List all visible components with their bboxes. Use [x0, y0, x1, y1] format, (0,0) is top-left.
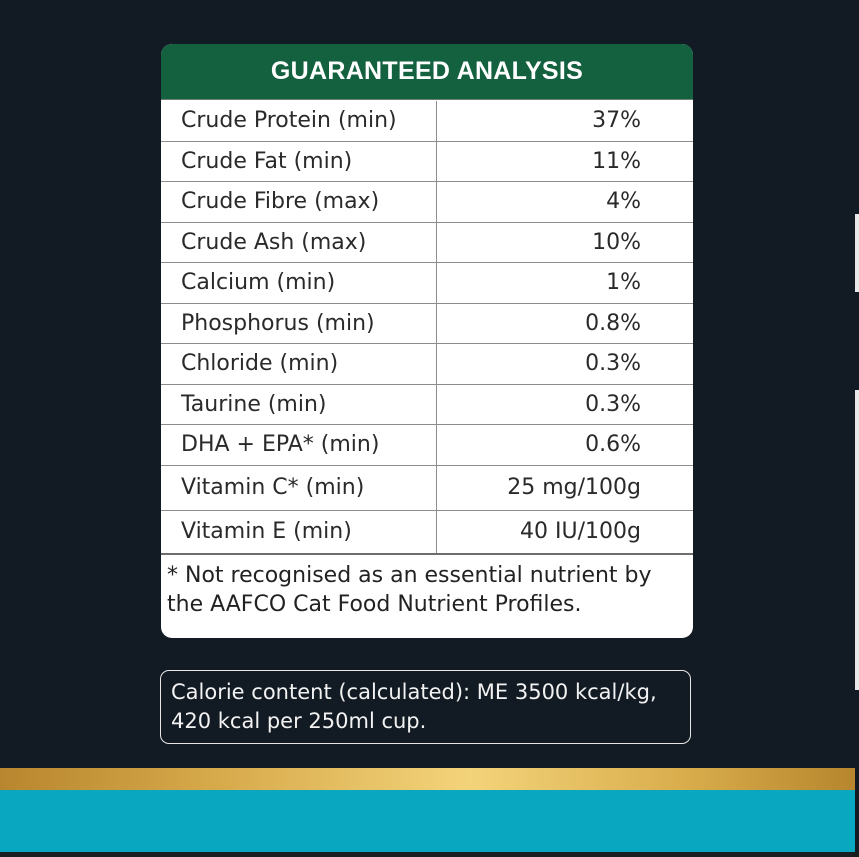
right-edge-strip	[855, 214, 859, 292]
nutrient-label: Crude Fibre (max)	[161, 182, 437, 222]
nutrient-value: 0.3%	[585, 351, 641, 377]
nutrient-label: Crude Fat (min)	[161, 142, 437, 182]
table-row	[161, 425, 693, 466]
nutrient-label: Crude Protein (min)	[161, 101, 437, 141]
table-row	[161, 344, 693, 385]
nutrient-label: Chloride (min)	[161, 344, 437, 384]
table-row	[161, 223, 693, 264]
nutrient-value: 1%	[606, 270, 641, 296]
nutrient-value: 25 mg/100g	[507, 475, 641, 500]
calorie-content-box: Calorie content (calculated): ME 3500 kcal/kg, 420 kcal per 250ml cup.	[160, 670, 691, 744]
right-edge-strip	[855, 390, 859, 690]
nutrient-value: 4%	[606, 189, 641, 215]
analysis-rows	[161, 100, 693, 555]
nutrient-value: 0.8%	[585, 310, 641, 336]
nutrient-value: 37%	[592, 108, 641, 134]
table-row	[161, 263, 693, 304]
table-row	[161, 511, 693, 555]
nutrient-label: Taurine (min)	[161, 385, 437, 425]
nutrient-label: DHA + EPA* (min)	[161, 425, 437, 465]
nutrient-value: 11%	[592, 148, 641, 174]
teal-footer-band	[0, 790, 855, 852]
table-row	[161, 182, 693, 223]
table-row	[161, 466, 693, 511]
nutrient-value: 40 IU/100g	[520, 519, 641, 544]
nutrient-label: Crude Ash (max)	[161, 223, 437, 263]
table-row	[161, 142, 693, 183]
table-title: GUARANTEED ANALYSIS	[161, 44, 693, 100]
nutrient-label: Vitamin E (min)	[161, 511, 437, 553]
nutrient-value: 0.3%	[585, 391, 641, 417]
guaranteed-analysis-table	[161, 44, 693, 638]
nutrient-label: Phosphorus (min)	[161, 304, 437, 344]
gold-divider-band	[0, 768, 855, 790]
nutrient-label: Vitamin C* (min)	[161, 466, 437, 510]
nutrient-value: 10%	[592, 229, 641, 255]
table-row	[161, 101, 693, 142]
nutrient-label: Calcium (min)	[161, 263, 437, 303]
bottom-edge-strip	[0, 852, 859, 857]
nutrient-value: 0.6%	[585, 432, 641, 458]
table-row	[161, 304, 693, 345]
table-footnote: * Not recognised as an essential nutrient by the AAFCO Cat Food Nutrient Profiles.	[167, 562, 652, 617]
table-row	[161, 385, 693, 426]
